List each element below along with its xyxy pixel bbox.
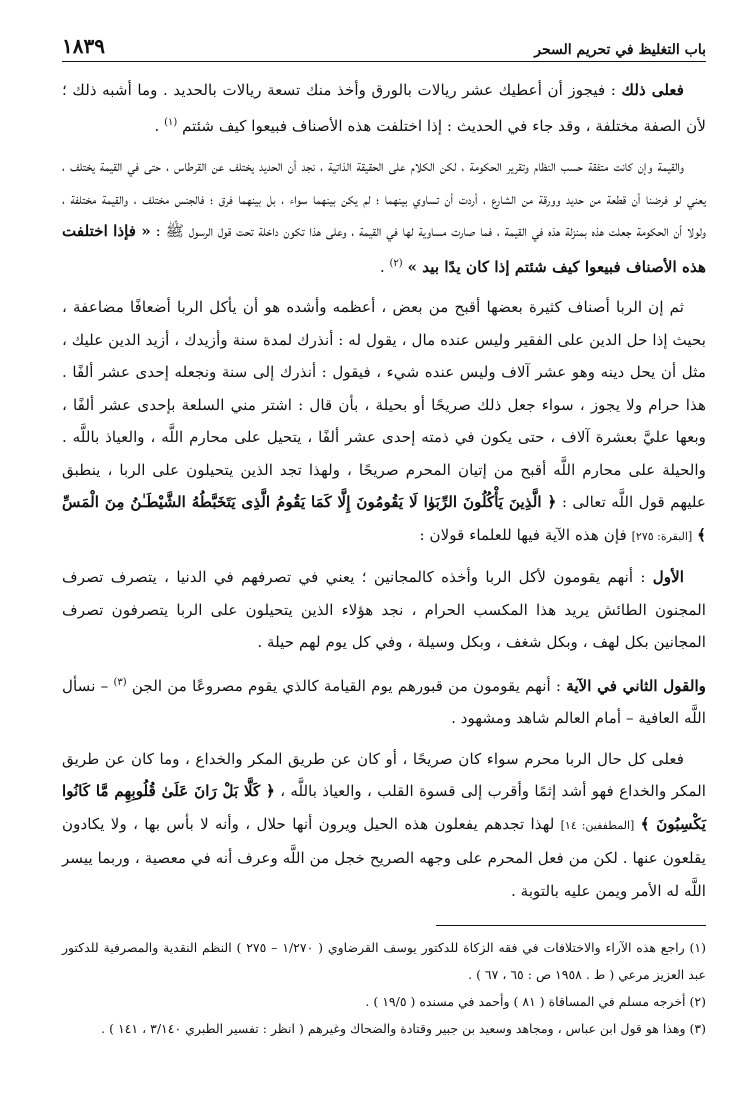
footnote-marker: (٢) (389, 257, 403, 269)
verse-reference: [المطففين: ١٤] (560, 818, 635, 832)
paragraph-text: : فيجوز أن أعطيك عشر ريالات بالورق وأخذ منك تسعة ريالات بالحديد . وما أشبه ذلك ؛ لأن الصفة مختلفة ، وقد جاء في الحديث : إذا اختلفت هذه الأصناف فبيعوا كيف شئتم (62, 81, 706, 135)
paragraph-4 (62, 561, 706, 659)
paragraph-text: : أنهم يقومون لأكل الربا وأخذه كالمجانين ؛ يعني في تصرفهم في الدنيا ، يتصرف تصرف المجنون الطائش يريد هذا المكسب الحرام ، نجد هؤلاء الذين يتحيلون على الربا يتصرفون تصرف المجانين بكل لهف ، وبكل شغف ، وبكل وسيلة ، وفي كل يوم لهم حيلة . (62, 568, 706, 652)
paragraph-2 (62, 150, 706, 283)
chapter-title: باب التغليظ في تحريم السحر (534, 42, 706, 58)
verse-reference: [البقرة: ٢٧٥] (631, 529, 693, 543)
quran-quote: ﴿ كَلَّا بَلْ رَانَ عَلَىٰ قُلُوبِهِم مَّا كَانُوا يَكْسِبُونَ ﴾ (62, 782, 707, 833)
paragraph-tail: فإن هذه الآية فيها للعلماء قولان : (419, 525, 627, 544)
lead-text: الأول (652, 568, 685, 587)
paragraph-tail: – نسأل اللَّه العافية – أمام العالم شاهد ومشهود . (62, 676, 706, 728)
paragraph-text: والقيمة وإن كانت متفقة حسب النظام وتقرير الحكومة ، لكن الكلام على الحقيقة الذاتية ، نجد أن الحديد يختلف عن القرطاس ، حتى في القيمة يختلف ، يعني لو فرضنا أن قطعة من حديد وورقة من الشارع ، أردت أن تساوي بينهما ؛ لم يكن بينهما سواء ، بل بينهما فرق ؛ فالجنس مختلف ، والقيمة مختلفة ، ولولا أن الحكومة جعلت هذه بمنزلة هذه في القيمة ، فما صارت مساوية لها في القيمة ، وعلى هذا تكون داخلة تحت قول الرسول ﷺ : (62, 157, 706, 241)
header-rule (62, 61, 706, 62)
footnote-3: (٣) وهذا هو قول ابن عباس ، ومجاهد وسعيد بن جبير وقتادة والضحاك وغيرهم ( انظر : تفسير الطبري ٣/١٤٠ ، ١٤١ ) . (101, 1021, 706, 1037)
paragraph-1 (62, 74, 706, 142)
paragraph-text: ثم إن الربا أصناف كثيرة بعضها أقبح من بعض ، أعظمه وأشده هو أن يأكل الربا أضعافًا مضاعفة ، بحيث إذا حل الدين على الفقير وليس عنده مال ، يقول له : أنذرك لمدة سنة وأزيدك ، أزيد الدين عليك ، مثل أن يحل دينه وهو عشر آلاف وليس عنده شيء ، فيقول : أنذرك إلى سنة ونجعله إحدى عشر ألفًا . هذا حرام ولا يجوز ، سواء جعل ذلك صريحًا أو بحيلة ، بأن قال : اشتر مني السلعة بإحدى عشر ألفًا ، وبعها عليَّ بعشرة آلاف ، حتى يكون في ذمته إحدى عشر ألفًا ، يتحيل على محارم اللَّه ، والعياذ باللَّه . والحيلة على محارم اللَّه أقبح من إتيان المحرم صريحًا ، ولهذا تجد الذين يتحيلون على الربا ، ينطبق عليهم قول اللَّه تعالى : (62, 298, 706, 512)
paragraph-tail: . (154, 116, 160, 135)
hadith-quote: « فإذا اختلفت هذه الأصناف فبيعوا كيف شئتم إذا كان يدًا بيد » (62, 222, 706, 276)
lead-text: فعلى ذلك (621, 81, 685, 99)
paragraph-text: فعلى كل حال الربا محرم سواء كان صريحًا ، أو كان عن طريق المكر والخداع ، وما كان عن طريق المكر والخداع فهو أشد إثمًا وأقرب إلى قسوة القلب ، والعياذ باللَّه ، (62, 749, 706, 801)
footnote-1: (١) راجع هذه الآراء والاختلافات في فقه الزكاة للدكتور يوسف القرضاوي ( ١/٢٧٠ – ٢٧٥ ) النظم النقدية والمصرفية للدكتور عبد العزيز مرعي ( ط . ١٩٥٨ ص : ٦٥ ، ٦٧ ) . (62, 940, 706, 983)
lead-text: والقول الثاني في الآية (566, 676, 707, 695)
footnote-marker: (١) (164, 116, 178, 128)
running-header (62, 28, 706, 58)
footnote-marker: (٣) (113, 676, 127, 688)
book-page (62, 28, 706, 1078)
paragraph-tail: . (379, 257, 385, 276)
footnote-2: (٢) أخرجه مسلم في المساقاة ( ٨١ ) وأحمد في مسنده ( ١٩/٥ ) . (365, 994, 706, 1010)
footnotes (62, 934, 706, 1042)
paragraph-tail: لهذا تجدهم يفعلون هذه الحيل ويرون أنها حلال ، وأنه لا بأس بها ، ولا يكادون يقلعون عنها . لكن من فعل المحرم على وجهه الصريح خجل من اللَّه وعرف أنه في معصية ، وربما ييسر اللَّه له الأمر ويمن عليه بالتوبة . (62, 814, 706, 900)
footnote-separator (436, 925, 706, 926)
body-text (62, 74, 706, 907)
paragraph-5 (62, 667, 706, 735)
paragraph-3 (62, 291, 706, 553)
paragraph-6 (62, 743, 706, 908)
page-number: ١٨٣٩ (62, 34, 105, 58)
quran-quote: ﴿ الَّذِينَ يَأْكُلُونَ الرِّبَوٰا لَا يَقُومُونَ إِلَّا كَمَا يَقُومُ الَّذِى يَتَخَبَّطُهُ الشَّيْطَـٰنُ مِنَ الْمَسِّ ﴾ (62, 493, 706, 544)
paragraph-text: : أنهم يقومون من قبورهم يوم القيامة كالذي يقوم مصروعًا من الجن (131, 676, 561, 695)
